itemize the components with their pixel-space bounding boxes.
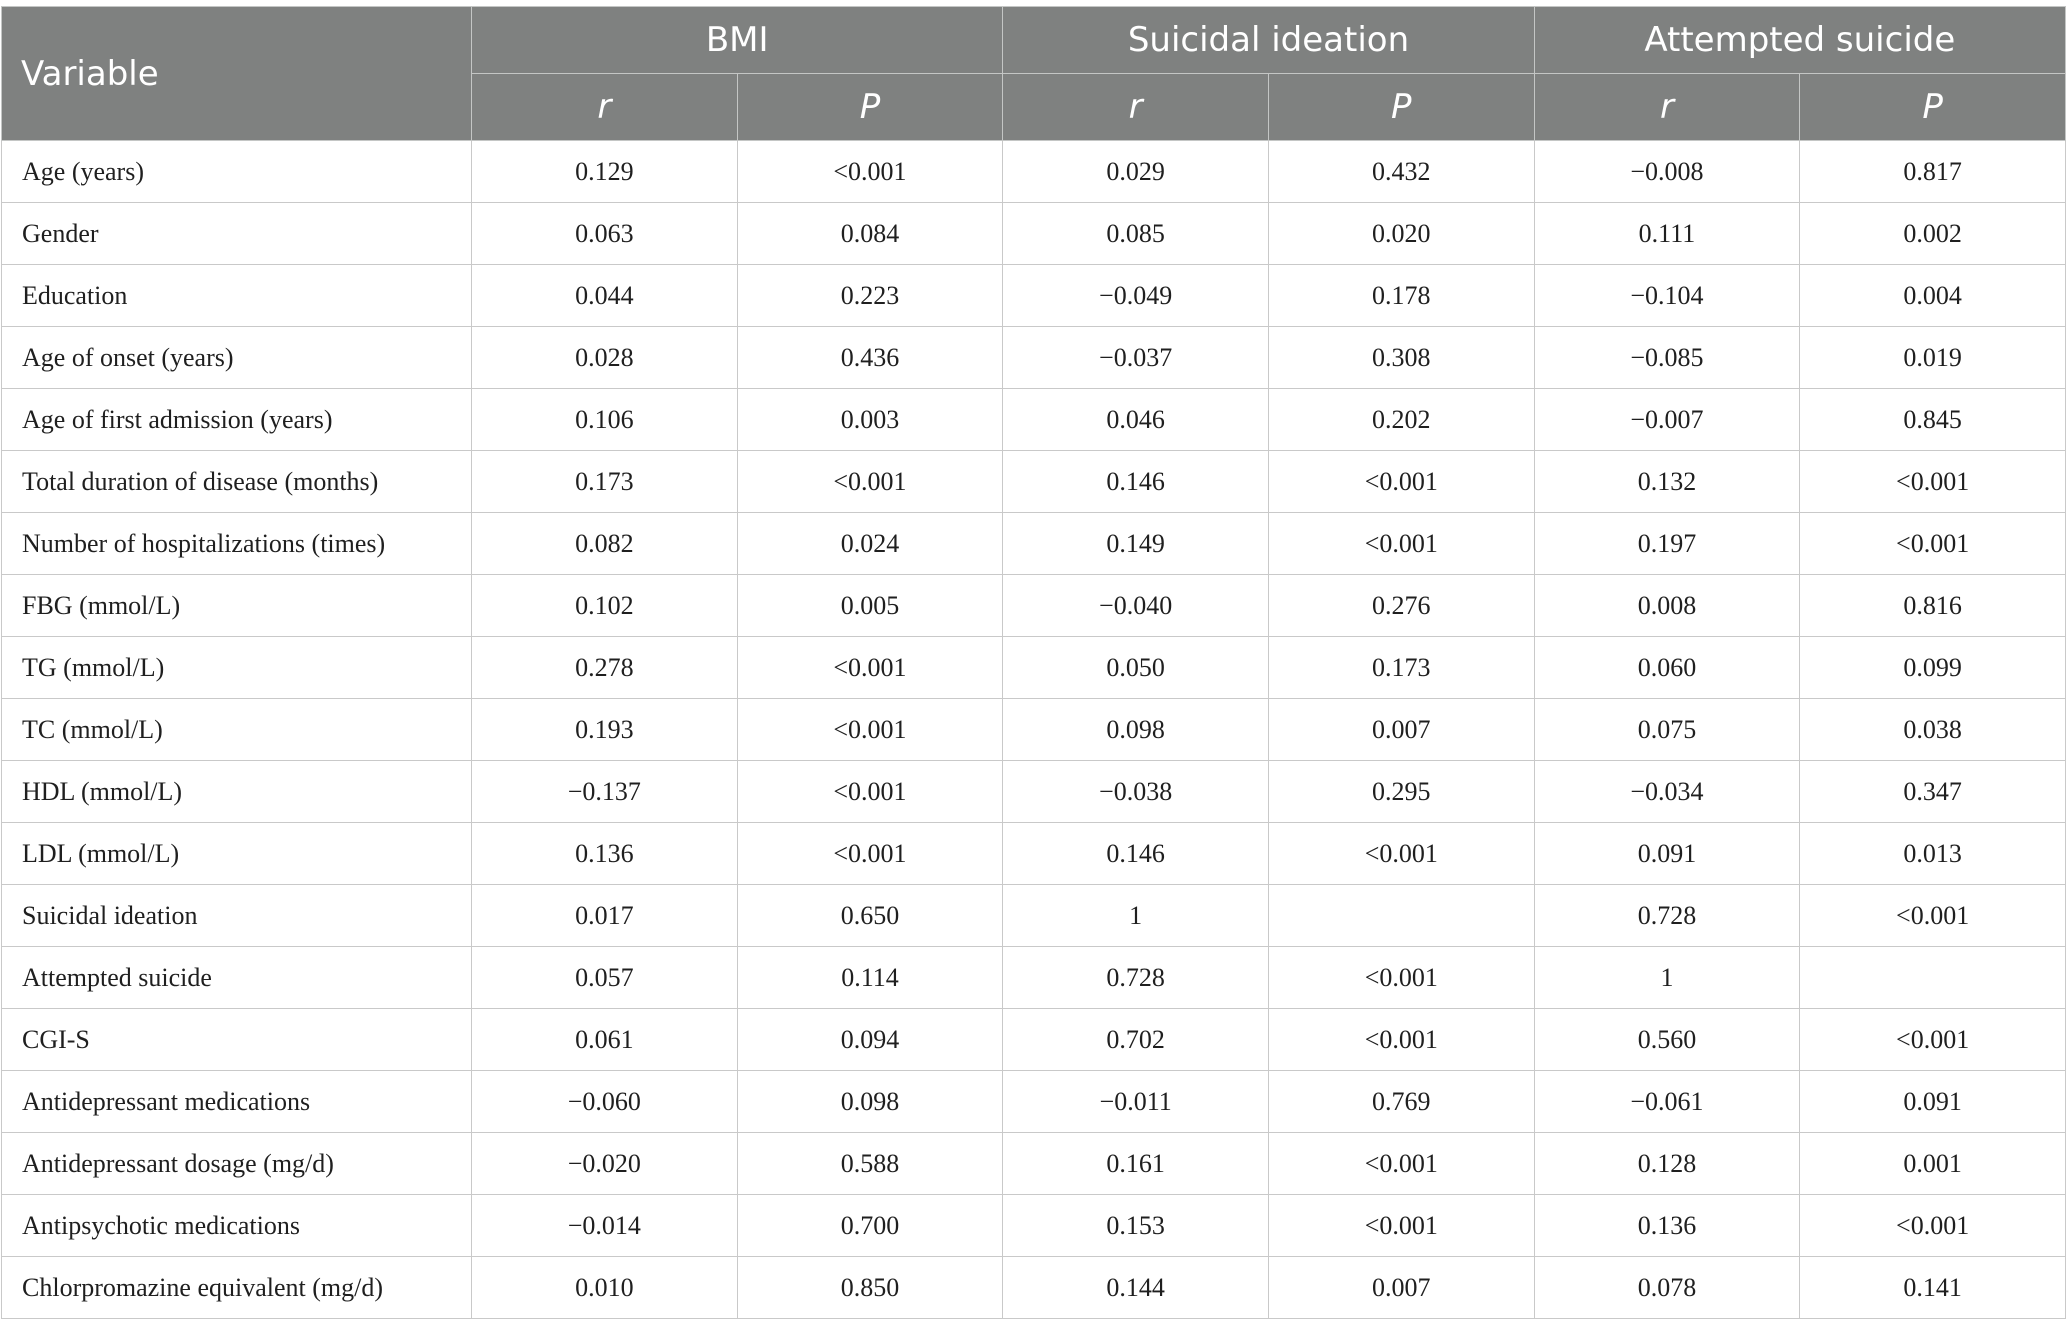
cell-bmi-p: 0.024 bbox=[737, 513, 1003, 575]
cell-bmi-r: 0.129 bbox=[472, 141, 738, 203]
cell-ideation-r: 0.029 bbox=[1003, 141, 1269, 203]
cell-attempt-r: 0.008 bbox=[1534, 575, 1800, 637]
cell-attempt-p: 0.019 bbox=[1800, 327, 2066, 389]
cell-ideation-r: 0.702 bbox=[1003, 1009, 1269, 1071]
table-row bbox=[2, 637, 2066, 699]
table-row bbox=[2, 1071, 2066, 1133]
cell-ideation-r: 0.050 bbox=[1003, 637, 1269, 699]
cell-bmi-p: 0.850 bbox=[737, 1257, 1003, 1319]
cell-bmi-p: 0.223 bbox=[737, 265, 1003, 327]
cell-ideation-p bbox=[1268, 885, 1534, 947]
cell-ideation-p: 0.007 bbox=[1268, 1257, 1534, 1319]
cell-attempt-r: −0.008 bbox=[1534, 141, 1800, 203]
cell-ideation-r: 0.098 bbox=[1003, 699, 1269, 761]
cell-ideation-p: 0.308 bbox=[1268, 327, 1534, 389]
cell-bmi-r: −0.014 bbox=[472, 1195, 738, 1257]
row-label: Attempted suicide bbox=[2, 947, 472, 1009]
table-row bbox=[2, 1009, 2066, 1071]
cell-attempt-p: <0.001 bbox=[1800, 513, 2066, 575]
cell-attempt-r: 0.132 bbox=[1534, 451, 1800, 513]
cell-ideation-r: 0.153 bbox=[1003, 1195, 1269, 1257]
cell-bmi-r: 0.061 bbox=[472, 1009, 738, 1071]
row-label: Antidepressant medications bbox=[2, 1071, 472, 1133]
header-sub-p: P bbox=[1268, 74, 1534, 141]
header-sub-r: r bbox=[1003, 74, 1269, 141]
header-sub-p: P bbox=[737, 74, 1003, 141]
cell-attempt-p: <0.001 bbox=[1800, 885, 2066, 947]
cell-bmi-p: 0.650 bbox=[737, 885, 1003, 947]
cell-bmi-r: 0.106 bbox=[472, 389, 738, 451]
cell-ideation-r: −0.037 bbox=[1003, 327, 1269, 389]
cell-attempt-r: −0.007 bbox=[1534, 389, 1800, 451]
cell-ideation-r: 0.146 bbox=[1003, 823, 1269, 885]
cell-attempt-p: 0.099 bbox=[1800, 637, 2066, 699]
cell-attempt-r: 0.060 bbox=[1534, 637, 1800, 699]
cell-ideation-r: −0.049 bbox=[1003, 265, 1269, 327]
cell-bmi-p: <0.001 bbox=[737, 637, 1003, 699]
cell-bmi-r: 0.010 bbox=[472, 1257, 738, 1319]
cell-attempt-p: 0.816 bbox=[1800, 575, 2066, 637]
table-row bbox=[2, 1257, 2066, 1319]
cell-bmi-p: <0.001 bbox=[737, 761, 1003, 823]
header-group-attempted-suicide: Attempted suicide bbox=[1534, 7, 2065, 74]
header-sub-p: P bbox=[1800, 74, 2066, 141]
cell-bmi-p: 0.700 bbox=[737, 1195, 1003, 1257]
row-label: Number of hospitalizations (times) bbox=[2, 513, 472, 575]
header-sub-r: r bbox=[472, 74, 738, 141]
cell-bmi-r: 0.278 bbox=[472, 637, 738, 699]
table-row bbox=[2, 1133, 2066, 1195]
cell-ideation-p: <0.001 bbox=[1268, 513, 1534, 575]
cell-ideation-p: <0.001 bbox=[1268, 947, 1534, 1009]
cell-bmi-r: 0.057 bbox=[472, 947, 738, 1009]
cell-attempt-r: 0.560 bbox=[1534, 1009, 1800, 1071]
cell-ideation-r: 0.144 bbox=[1003, 1257, 1269, 1319]
cell-attempt-p: 0.001 bbox=[1800, 1133, 2066, 1195]
cell-attempt-r: −0.104 bbox=[1534, 265, 1800, 327]
cell-attempt-p: 0.817 bbox=[1800, 141, 2066, 203]
table-row bbox=[2, 1195, 2066, 1257]
row-label: Age (years) bbox=[2, 141, 472, 203]
table-row bbox=[2, 947, 2066, 1009]
cell-bmi-r: 0.044 bbox=[472, 265, 738, 327]
cell-ideation-p: 0.276 bbox=[1268, 575, 1534, 637]
row-label: TC (mmol/L) bbox=[2, 699, 472, 761]
cell-bmi-p: 0.005 bbox=[737, 575, 1003, 637]
row-label: TG (mmol/L) bbox=[2, 637, 472, 699]
cell-ideation-p: <0.001 bbox=[1268, 1009, 1534, 1071]
table-row bbox=[2, 451, 2066, 513]
cell-attempt-r: −0.085 bbox=[1534, 327, 1800, 389]
table-row bbox=[2, 885, 2066, 947]
table-row bbox=[2, 327, 2066, 389]
cell-ideation-r: 1 bbox=[1003, 885, 1269, 947]
table-row bbox=[2, 141, 2066, 203]
row-label: Age of onset (years) bbox=[2, 327, 472, 389]
cell-attempt-r: −0.061 bbox=[1534, 1071, 1800, 1133]
cell-bmi-r: 0.082 bbox=[472, 513, 738, 575]
cell-bmi-p: 0.588 bbox=[737, 1133, 1003, 1195]
header-group-bmi: BMI bbox=[472, 7, 1003, 74]
cell-ideation-r: 0.728 bbox=[1003, 947, 1269, 1009]
cell-ideation-p: 0.007 bbox=[1268, 699, 1534, 761]
cell-bmi-r: 0.102 bbox=[472, 575, 738, 637]
table-row bbox=[2, 203, 2066, 265]
cell-attempt-p: <0.001 bbox=[1800, 1195, 2066, 1257]
row-label: Antidepressant dosage (mg/d) bbox=[2, 1133, 472, 1195]
row-label: Suicidal ideation bbox=[2, 885, 472, 947]
cell-attempt-p bbox=[1800, 947, 2066, 1009]
cell-attempt-p: 0.038 bbox=[1800, 699, 2066, 761]
row-label: CGI-S bbox=[2, 1009, 472, 1071]
cell-attempt-r: 0.128 bbox=[1534, 1133, 1800, 1195]
row-label: HDL (mmol/L) bbox=[2, 761, 472, 823]
cell-bmi-r: −0.020 bbox=[472, 1133, 738, 1195]
cell-ideation-p: 0.173 bbox=[1268, 637, 1534, 699]
cell-ideation-r: −0.040 bbox=[1003, 575, 1269, 637]
cell-attempt-p: 0.091 bbox=[1800, 1071, 2066, 1133]
cell-ideation-p: <0.001 bbox=[1268, 451, 1534, 513]
row-label: Education bbox=[2, 265, 472, 327]
cell-ideation-p: 0.020 bbox=[1268, 203, 1534, 265]
cell-bmi-r: 0.173 bbox=[472, 451, 738, 513]
cell-bmi-r: 0.028 bbox=[472, 327, 738, 389]
cell-bmi-r: 0.063 bbox=[472, 203, 738, 265]
cell-attempt-p: 0.004 bbox=[1800, 265, 2066, 327]
cell-bmi-p: 0.098 bbox=[737, 1071, 1003, 1133]
row-label: Antipsychotic medications bbox=[2, 1195, 472, 1257]
row-label: Age of first admission (years) bbox=[2, 389, 472, 451]
cell-attempt-r: 0.078 bbox=[1534, 1257, 1800, 1319]
cell-bmi-r: 0.017 bbox=[472, 885, 738, 947]
cell-attempt-p: 0.002 bbox=[1800, 203, 2066, 265]
cell-ideation-p: <0.001 bbox=[1268, 1133, 1534, 1195]
row-label: Chlorpromazine equivalent (mg/d) bbox=[2, 1257, 472, 1319]
table-row bbox=[2, 389, 2066, 451]
cell-ideation-p: 0.178 bbox=[1268, 265, 1534, 327]
cell-attempt-r: 0.091 bbox=[1534, 823, 1800, 885]
cell-attempt-r: 1 bbox=[1534, 947, 1800, 1009]
cell-attempt-p: 0.845 bbox=[1800, 389, 2066, 451]
table-row bbox=[2, 575, 2066, 637]
cell-ideation-r: −0.038 bbox=[1003, 761, 1269, 823]
header-group-suicidal-ideation: Suicidal ideation bbox=[1003, 7, 1534, 74]
cell-bmi-p: 0.094 bbox=[737, 1009, 1003, 1071]
cell-ideation-p: 0.769 bbox=[1268, 1071, 1534, 1133]
cell-ideation-r: 0.146 bbox=[1003, 451, 1269, 513]
table-row bbox=[2, 265, 2066, 327]
cell-attempt-r: 0.197 bbox=[1534, 513, 1800, 575]
cell-ideation-p: <0.001 bbox=[1268, 823, 1534, 885]
cell-attempt-r: 0.111 bbox=[1534, 203, 1800, 265]
cell-bmi-r: −0.137 bbox=[472, 761, 738, 823]
cell-ideation-r: 0.149 bbox=[1003, 513, 1269, 575]
cell-attempt-p: 0.347 bbox=[1800, 761, 2066, 823]
cell-bmi-p: <0.001 bbox=[737, 451, 1003, 513]
cell-ideation-r: −0.011 bbox=[1003, 1071, 1269, 1133]
table-row bbox=[2, 699, 2066, 761]
cell-bmi-p: 0.003 bbox=[737, 389, 1003, 451]
cell-attempt-p: 0.141 bbox=[1800, 1257, 2066, 1319]
table-row bbox=[2, 823, 2066, 885]
row-label: Total duration of disease (months) bbox=[2, 451, 472, 513]
header-variable: Variable bbox=[2, 7, 472, 141]
cell-attempt-r: 0.136 bbox=[1534, 1195, 1800, 1257]
cell-ideation-r: 0.085 bbox=[1003, 203, 1269, 265]
cell-bmi-p: <0.001 bbox=[737, 141, 1003, 203]
cell-bmi-r: 0.136 bbox=[472, 823, 738, 885]
cell-ideation-r: 0.046 bbox=[1003, 389, 1269, 451]
cell-bmi-p: 0.084 bbox=[737, 203, 1003, 265]
row-label: FBG (mmol/L) bbox=[2, 575, 472, 637]
cell-attempt-p: 0.013 bbox=[1800, 823, 2066, 885]
cell-ideation-p: 0.202 bbox=[1268, 389, 1534, 451]
cell-ideation-p: 0.295 bbox=[1268, 761, 1534, 823]
table-row bbox=[2, 761, 2066, 823]
row-label: LDL (mmol/L) bbox=[2, 823, 472, 885]
cell-bmi-p: 0.114 bbox=[737, 947, 1003, 1009]
cell-ideation-r: 0.161 bbox=[1003, 1133, 1269, 1195]
table-row bbox=[2, 513, 2066, 575]
cell-bmi-p: <0.001 bbox=[737, 823, 1003, 885]
table-header bbox=[2, 7, 2066, 141]
cell-attempt-r: −0.034 bbox=[1534, 761, 1800, 823]
cell-attempt-r: 0.728 bbox=[1534, 885, 1800, 947]
table-body bbox=[2, 141, 2066, 1319]
header-sub-r: r bbox=[1534, 74, 1800, 141]
cell-bmi-r: −0.060 bbox=[472, 1071, 738, 1133]
cell-ideation-p: <0.001 bbox=[1268, 1195, 1534, 1257]
correlation-table bbox=[1, 6, 2066, 1319]
cell-bmi-p: 0.436 bbox=[737, 327, 1003, 389]
cell-bmi-r: 0.193 bbox=[472, 699, 738, 761]
cell-attempt-p: <0.001 bbox=[1800, 451, 2066, 513]
row-label: Gender bbox=[2, 203, 472, 265]
cell-attempt-r: 0.075 bbox=[1534, 699, 1800, 761]
cell-attempt-p: <0.001 bbox=[1800, 1009, 2066, 1071]
cell-bmi-p: <0.001 bbox=[737, 699, 1003, 761]
cell-ideation-p: 0.432 bbox=[1268, 141, 1534, 203]
